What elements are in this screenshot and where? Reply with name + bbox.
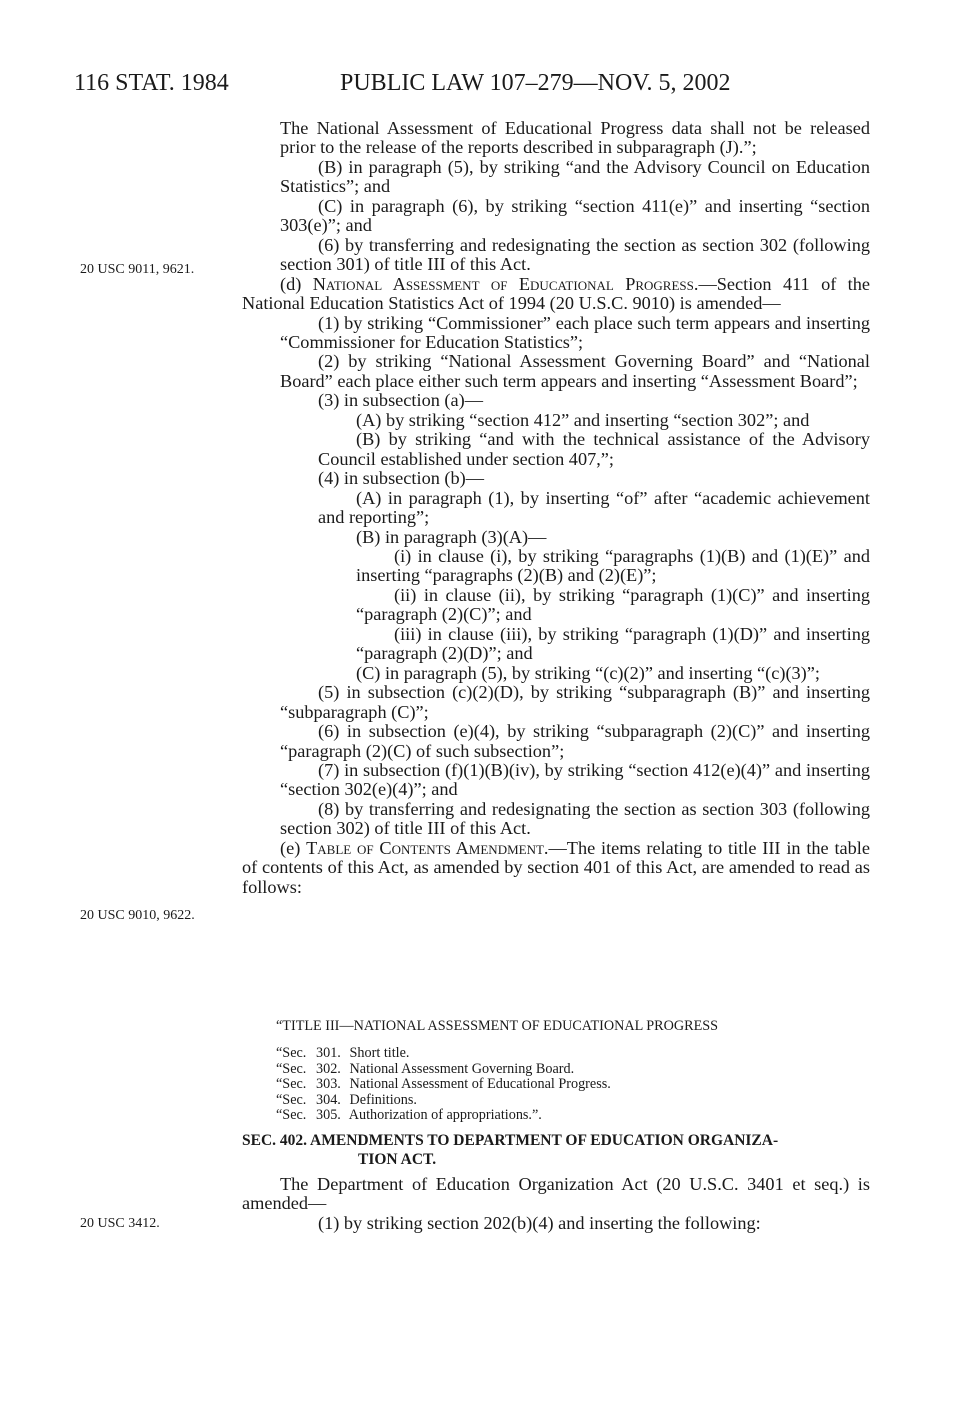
toc-num: 304. bbox=[316, 1091, 341, 1108]
toc-row bbox=[276, 1108, 870, 1124]
subsection-label: (e) bbox=[280, 837, 301, 858]
paragraph: (A) by striking “section 412” and inserting “section 302”; and bbox=[356, 409, 810, 430]
subsection-label: (d) bbox=[280, 273, 302, 294]
paragraph: (6) by transferring and redesignating the section as section 302 (following section 301) of title III of this Act. bbox=[280, 234, 870, 275]
margin-note-usc bbox=[80, 262, 198, 278]
subsection-text: .—The items relating to title III in the table of contents of this Act, as amended by section 401 of this Act, are amended to read as follows: bbox=[242, 837, 870, 897]
toc-sec: “Sec. bbox=[276, 1107, 307, 1124]
toc-title: “TITLE III—NATIONAL ASSESSMENT OF EDUCATIONAL PROGRESS bbox=[276, 1018, 719, 1034]
subsection-text: .—Section 411 of the National Education Statistics Act of 1994 (20 U.S.C. 9010) is amended— bbox=[242, 273, 871, 314]
toc-text: National Assessment Governing Board. bbox=[349, 1060, 575, 1077]
paragraph: (B) by striking “and with the technical assistance of the Advisory Council established under section 407,”; bbox=[318, 429, 870, 469]
paragraph: (5) in subsection (c)(2)(D), by striking “subparagraph (B)” and inserting “subparagraph (C)”; bbox=[280, 682, 870, 722]
paragraph: (4) in subsection (b)— bbox=[318, 468, 485, 489]
toc-sec: “Sec. bbox=[276, 1060, 307, 1077]
paragraph: (2) by striking “National Assessment Governing Board” and “National Board” each place either such term appears and inserting “Assessment Board”; bbox=[280, 351, 870, 391]
toc-num: 305. bbox=[316, 1107, 341, 1124]
toc-text: Definitions. bbox=[349, 1091, 417, 1108]
toc-text: National Assessment of Educational Progress. bbox=[349, 1076, 611, 1093]
margin-note-usc bbox=[80, 1216, 198, 1232]
subsection-d bbox=[242, 275, 870, 314]
toc-row bbox=[276, 1062, 870, 1078]
section-heading bbox=[242, 1131, 870, 1169]
paragraph: (1) by striking “Commissioner” each place such term appears and inserting “Commissioner for Education Statistics”; bbox=[280, 312, 870, 352]
toc-row bbox=[276, 1046, 870, 1062]
section-heading-line2: TION ACT. bbox=[358, 1151, 437, 1168]
page-header bbox=[74, 70, 874, 102]
paragraph: The Department of Education Organization Act (20 U.S.C. 3401 et seq.) is amended— bbox=[242, 1174, 870, 1214]
margin-note-usc bbox=[80, 908, 198, 924]
paragraph: (C) in paragraph (5), by striking “(c)(2)” and inserting “(c)(3)”; bbox=[356, 662, 820, 683]
section-heading-line1: SEC. 402. AMENDMENTS TO DEPARTMENT OF EDUCATION ORGANIZA- bbox=[242, 1132, 779, 1149]
toc-sec: “Sec. bbox=[276, 1091, 307, 1108]
paragraph: (iii) in clause (iii), by striking “paragraph (1)(D)” and inserting “paragraph (2)(D)”; and bbox=[356, 623, 870, 664]
paragraph: (6) in subsection (e)(4), by striking “subparagraph (2)(C)” and inserting “paragraph (2)(C) of such subsection”; bbox=[280, 721, 870, 761]
body-text bbox=[242, 119, 870, 897]
margin-note-text: 20 USC 9010, 9622. bbox=[80, 908, 195, 923]
table-of-contents bbox=[242, 1016, 870, 1124]
toc-row bbox=[276, 1093, 870, 1109]
paragraph: (ii) in clause (ii), by striking “paragraph (1)(C)” and inserting “paragraph (2)(C)”; and bbox=[356, 584, 870, 625]
paragraph: (i) in clause (i), by striking “paragraphs (1)(B) and (1)(E)” and inserting “paragraphs (2)(B) and (2)(E)”; bbox=[356, 545, 870, 586]
paragraph: (7) in subsection (f)(1)(B)(iv), by striking “section 412(e)(4)” and inserting “section 302(e)(4)”; and bbox=[280, 759, 870, 800]
paragraph: (A) in paragraph (1), by inserting “of” after “academic achievement and reporting”; bbox=[318, 487, 870, 528]
subsection-heading: National Assessment of Educational Progress bbox=[312, 273, 694, 294]
toc-text: Authorization of appropriations.”. bbox=[348, 1107, 542, 1124]
toc-num: 303. bbox=[316, 1076, 341, 1093]
margin-note-text: 20 USC 3412. bbox=[80, 1216, 160, 1231]
toc-sec: “Sec. bbox=[276, 1045, 307, 1061]
toc-num: 302. bbox=[316, 1060, 341, 1077]
toc-text: Short title. bbox=[349, 1045, 410, 1061]
statute-page-number: 116 STAT. 1984 bbox=[74, 70, 229, 96]
paragraph: (C) in paragraph (6), by striking “section 411(e)” and inserting “section 303(e)”; and bbox=[280, 195, 870, 236]
paragraph: The National Assessment of Educational Progress data shall not be released prior to the release of the reports described in subparagraph (J).”; bbox=[280, 118, 870, 158]
paragraph: (3) in subsection (a)— bbox=[318, 390, 483, 411]
paragraph: (B) in paragraph (3)(A)— bbox=[356, 526, 547, 547]
subsection-heading: Table of Contents Amendment bbox=[306, 837, 544, 858]
toc-sec: “Sec. bbox=[276, 1076, 307, 1093]
paragraph: (8) by transferring and redesignating the section as section 303 (following section 302) of title III of this Act. bbox=[280, 798, 870, 839]
toc-row bbox=[276, 1077, 870, 1093]
paragraph: (B) in paragraph (5), by striking “and the Advisory Council on Education Statistics”; and bbox=[280, 156, 870, 197]
toc-num: 301. bbox=[316, 1045, 341, 1061]
paragraph: (1) by striking section 202(b)(4) and inserting the following: bbox=[318, 1212, 761, 1233]
public-law-citation: PUBLIC LAW 107–279—NOV. 5, 2002 bbox=[340, 70, 731, 96]
margin-note-text: 20 USC 9011, 9621. bbox=[80, 262, 195, 277]
closing-text bbox=[242, 1175, 870, 1233]
subsection-e bbox=[242, 839, 870, 897]
